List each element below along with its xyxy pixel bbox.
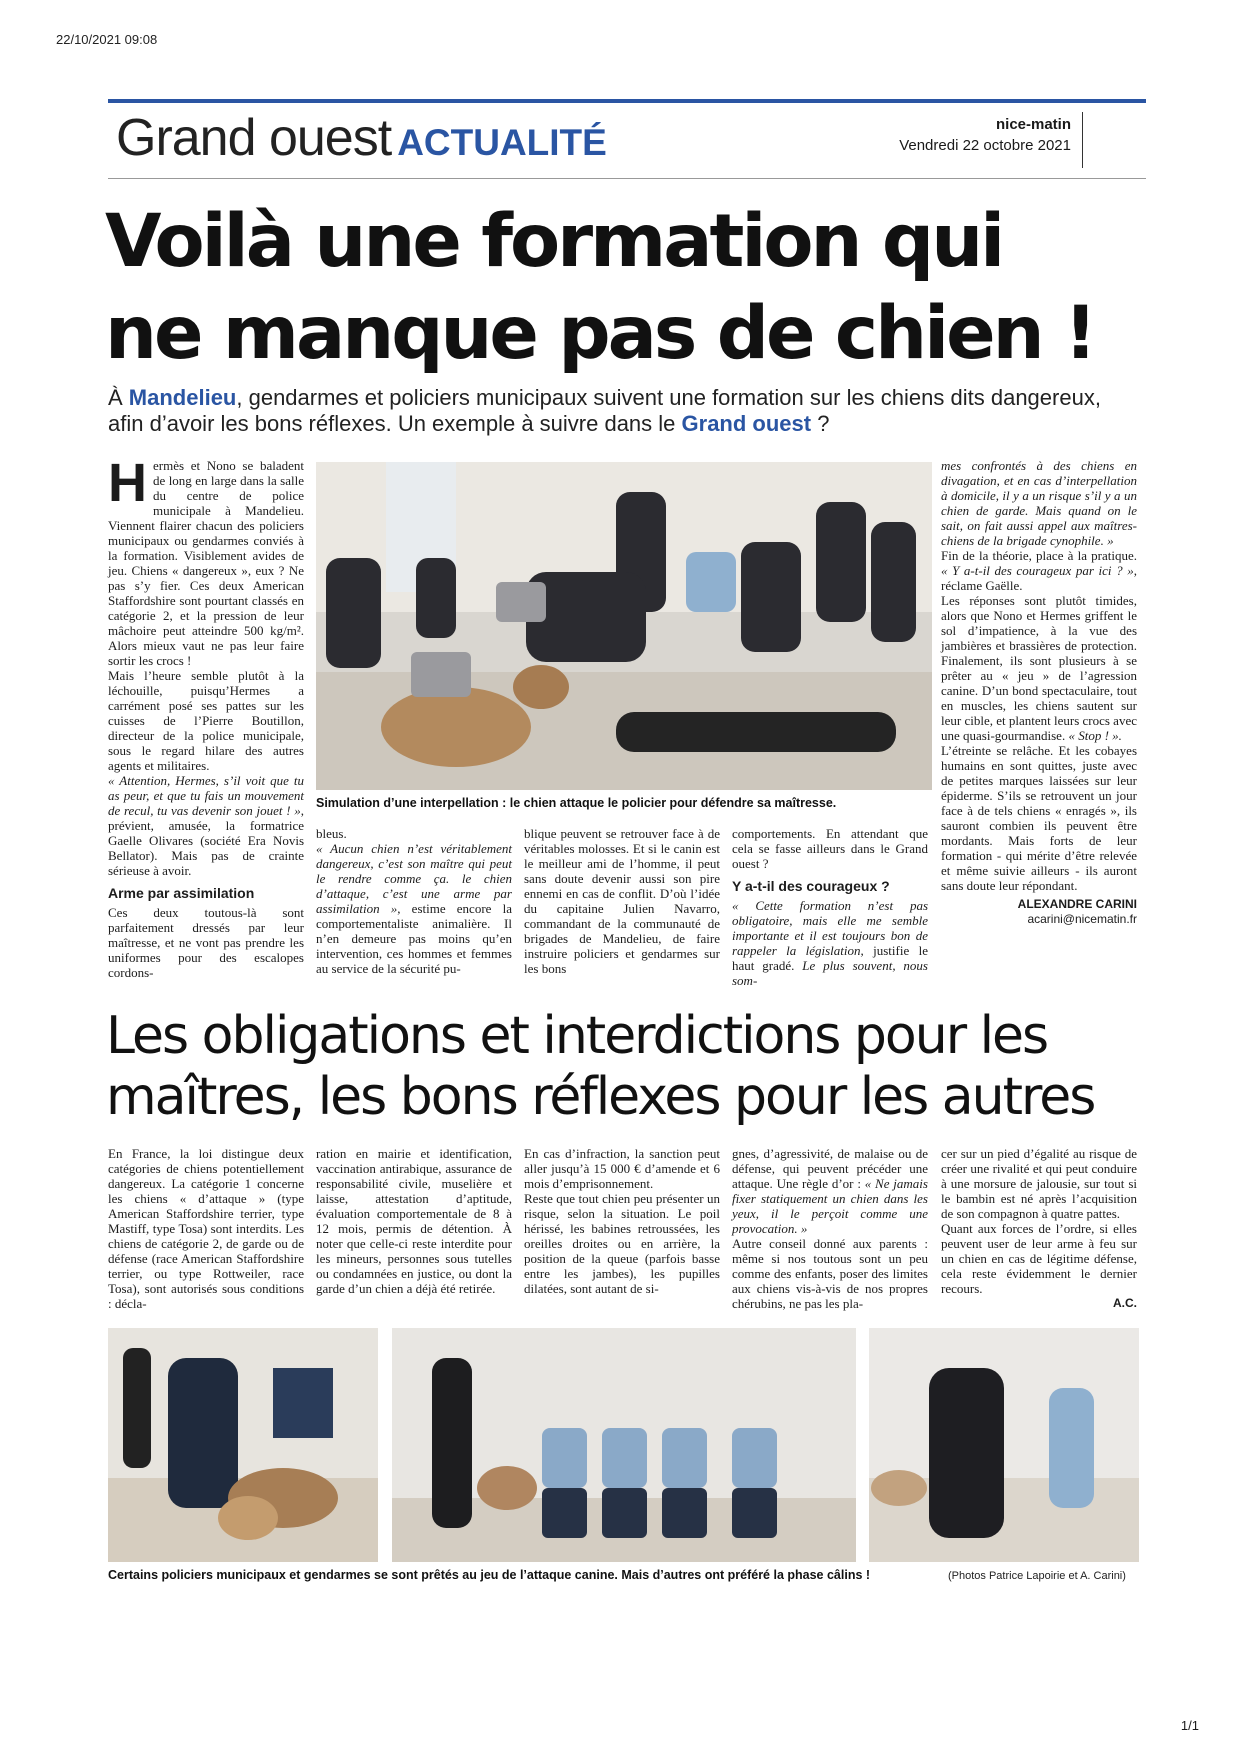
article1-paragraph: comportements. En attendant que cela se fasse ailleurs dans le Grand ouest ? xyxy=(732,826,928,871)
section-name: Grand ouest xyxy=(116,109,392,167)
article2-column2 xyxy=(316,1146,512,1296)
bottom-photo-left xyxy=(108,1328,378,1562)
quote: Le plus souvent, nous som- xyxy=(732,958,928,988)
lede xyxy=(108,385,1138,437)
article1-paragraph: blique peuvent se retrouver face à de véritables molosses. Et si le canin est le meilleur ami de l’homme, il peut sans doute devenir aussi son pire ennemi en cas de conflit. D’où l’idée du capitaine Julien Navarro, commandant de la communauté de brigades de Mandelieu, de faire instruire policiers et gendarmes sur les bons xyxy=(524,826,720,976)
author-email: acarini@nicematin.fr xyxy=(1027,912,1137,926)
newspaper-masthead xyxy=(899,116,1071,154)
article2-paragraph: gnes, d’agressivité, de malaise ou de défense, qui peuvent précéder une attaque. Une règle d’or : xyxy=(732,1146,928,1191)
article1-paragraph: Fin de la théorie, place à la pratique. xyxy=(941,548,1137,563)
photo-officer-with-dogs xyxy=(108,1328,378,1562)
quote: « Aucun chien n’est véritablement dangereux, c’est son maître qui peut le rendre comme ça. le chien d’attaque, c’est une arme par assimilation » xyxy=(316,841,512,916)
photo-seated-officers xyxy=(392,1328,856,1562)
subhead-courageux: Y a-t-il des courageux ? xyxy=(732,878,890,894)
article1-column1 xyxy=(108,453,304,980)
article1-column3 xyxy=(524,826,720,976)
article2-paragraph: ration en mairie et identification, vaccination antirabique, assurance de responsabilité civile, muselière et laisse, attestation d’aptitude, évaluation comportementale de 8 à 12 mois, permis de détention. À noter que celle-ci reste interdite pour les mineurs, personnes sous tutelles ou condamnées en justice, ou dont la garde d’un chien a déjà été retirée. xyxy=(316,1146,512,1296)
quote: « Y a-t-il des courageux par ici ? » xyxy=(941,563,1134,578)
article2-column4 xyxy=(732,1146,928,1311)
article2-initials: A.C. xyxy=(1113,1296,1137,1310)
secondary-headline xyxy=(106,1006,1146,1128)
article1-paragraph: Ces deux toutous-là sont parfaitement dressés par leur maîtresse, et ne vont pas prendre les uniformes pour des escalopes cordons- xyxy=(108,905,304,980)
article1-paragraph: , réclame Gaëlle. xyxy=(941,563,1137,593)
bottom-photo-center xyxy=(392,1328,856,1562)
training-scene-illustration xyxy=(316,462,932,790)
article2-paragraph: Reste que tout chien peu présenter un risque, selon la situation. Le poil hérissé, les babines retroussées, les oreilles droites ou en arrière, la position de la queue (parfois basse entre les jambes), les pupilles dilatées, sont autant de si- xyxy=(524,1191,720,1296)
quote: « Cette formation n’est pas obligatoire, mais elle me semble importante et il est toujours bon de rappeler la législation, xyxy=(732,898,928,958)
article1-column5 xyxy=(941,458,1137,927)
article2-paragraph: Quant aux forces de l’ordre, si elles peuvent user de leur arme à feu sur un chien en cas de légitime défense, cela reste évidemment le dernier recours. xyxy=(941,1221,1137,1296)
article2-paragraph: Autre conseil donné aux parents : même si nos toutous sont un peu comme des enfants, poser des limites aux chiens vis-à-vis de nos propres chérubins, ne pas les pla- xyxy=(732,1236,928,1311)
article2-paragraph: En France, la loi distingue deux catégories de chiens potentiellement dangereux. La catégorie 1 concerne les chiens « d’attaque » (type American Staffordshire terrier, type Mastiff, type Tosa) sont interdits. Les chiens de catégorie 2, de garde ou de défense (race American Staffordshire terrier, ou type Rottweiler, race Tosa), sont autorisés sous conditions : décla- xyxy=(108,1146,304,1311)
article2-paragraph: En cas d’infraction, la sanction peut aller jusqu’à 15 000 € d’amende et 6 mois d’emprisonnement. xyxy=(524,1146,720,1191)
article1-paragraph: , estime encore la comportementaliste animalière. Il n’en demeure pas moins qu’en intervention, ces hommes et femmes au service de la sécurité pu- xyxy=(316,901,512,976)
print-timestamp: 22/10/2021 09:08 xyxy=(56,32,158,47)
article2-column5 xyxy=(941,1146,1137,1311)
subhead-arme: Arme par assimilation xyxy=(108,885,255,901)
lede-suffix: ? xyxy=(811,411,830,436)
main-headline xyxy=(105,196,1145,380)
article1-column2 xyxy=(316,826,512,976)
lede-region: Grand ouest xyxy=(681,411,812,436)
photo-credit: (Photos Patrice Lapoirie et A. Carini) xyxy=(948,1570,1126,1582)
header-bottom-rule xyxy=(108,178,1146,179)
quote: mes confrontés à des chiens en divagation, et en cas d’interpellation à domicile, il y a un risque s’il y a un chien de garde. Mais quand on le sait, on fait aussi appel aux maîtres-chiens de la brigade cynophile. » xyxy=(941,458,1137,548)
section-kicker: ACTUALITÉ xyxy=(397,122,607,163)
article1-paragraph: ermès et Nono se baladent de long en large dans la salle du centre de police municipale à Mandelieu. Viennent flairer chacun des policiers municipaux ou gendarmes conviés à la formation. Visiblement avides de jeu. Chiens « dangereux », eux ? Ne pas s’y fier. Ces deux American Staffordshire sont pourtant classés en catégorie 2, et la pression de leur mâchoire peut atteindre 500 kg/m². Alors mieux vaut ne pas leur faire sortir les crocs ! xyxy=(108,458,304,668)
lede-prefix: À xyxy=(108,385,129,410)
article2-paragraph: cer sur un pied d’égalité au risque de créer une rivalité et qui peut conduire à une morsure de jalousie, sur tout si le bambin est né après l’acquisition de son compagnon à quatre pattes. xyxy=(941,1146,1137,1221)
lede-body: , gendarmes et policiers municipaux suivent une formation sur les chiens dits dangereux, afin d’avoir les bons réflexes. Un exemple à suivre dans le xyxy=(108,385,1101,436)
article1-paragraph: , prévient, amusée, la formatrice Gaelle Olivares (société Era Novis Bellator). Mais pas de crainte sérieuse à avoir. xyxy=(108,803,304,878)
main-headline-line2: ne manque pas de chien ! xyxy=(105,291,1095,376)
article1-paragraph: justifie le haut gradé. xyxy=(732,943,928,973)
secondary-headline-line1: Les obligations et interdictions pour les xyxy=(106,1006,1048,1066)
masthead-divider xyxy=(1082,112,1083,168)
main-headline-line1: Voilà une formation qui xyxy=(105,199,1003,284)
bottom-photo-right xyxy=(869,1328,1139,1562)
quote: « Stop ! ». xyxy=(1068,728,1122,743)
article1-paragraph: bleus. xyxy=(316,826,347,841)
newspaper-name: nice-matin xyxy=(995,116,1071,133)
quote: « Ne jamais fixer statiquement un chien dans les yeux, il le perçoit comme une provocation. » xyxy=(732,1176,928,1236)
quote: « Attention, Hermes, s’il voit que tu as peur, et que tu fais un mouvement de recul, tu vas devenir son jouet ! » xyxy=(108,773,304,818)
article1-paragraph: L’étreinte se relâche. Et les cobayes humains en sont quittes, juste avec de petites marques laissées sur leur épiderme. S’ils se retrouvent un jour face à de tels chiens « enragés », ils sauront combien ils peuvent être mordants. Mais forts de leur formation - qui mérite d’être relevée et même suivie ailleurs - ils auront sans doute leur répondant. xyxy=(941,743,1137,893)
main-photo xyxy=(316,462,932,790)
issue-date: Vendredi 22 octobre 2021 xyxy=(899,137,1071,154)
article1-paragraph: Les réponses sont plutôt timides, alors que Nono et Hermes griffent le sol d’impatience, à la vue des jambières et brassières de protection. Finalement, ils sont plusieurs à se prêter au « jeu » de l’agression canine. D’un bond spectaculaire, tout en muscles, les chiens sautent sur leur cible, et plantent leurs crocs avec une quasi-gourmandise. xyxy=(941,593,1137,743)
author-name: ALEXANDRE CARINI xyxy=(1017,897,1137,911)
article2-column1 xyxy=(108,1146,304,1311)
lede-place: Mandelieu xyxy=(128,385,237,410)
section-title xyxy=(116,108,607,168)
main-photo-caption: Simulation d’une interpellation : le chien attaque le policier pour défendre sa maîtresse. xyxy=(316,796,837,810)
secondary-headline-line2: maîtres, les bons réflexes pour les autres xyxy=(106,1067,1095,1127)
article2-column3 xyxy=(524,1146,720,1296)
article1-column4 xyxy=(732,826,928,988)
photo-dog-attack-exercise xyxy=(869,1328,1139,1562)
bottom-photos-caption: Certains policiers municipaux et gendarmes se sont prêtés au jeu de l’attaque canine. Mais d’autres ont préféré la phase câlins ! xyxy=(108,1568,871,1582)
article1-paragraph: Mais l’heure semble plutôt à la léchouille, puisqu’Hermes a carrément posé ses pattes sur les cuisses de l’Pierre Boutillon, directeur de la police municipale, sous le regard hilare des autres agents et militaires. xyxy=(108,668,304,773)
drop-cap: H xyxy=(108,453,147,513)
page-number: 1/1 xyxy=(1180,1718,1199,1733)
header-top-rule xyxy=(108,99,1146,103)
